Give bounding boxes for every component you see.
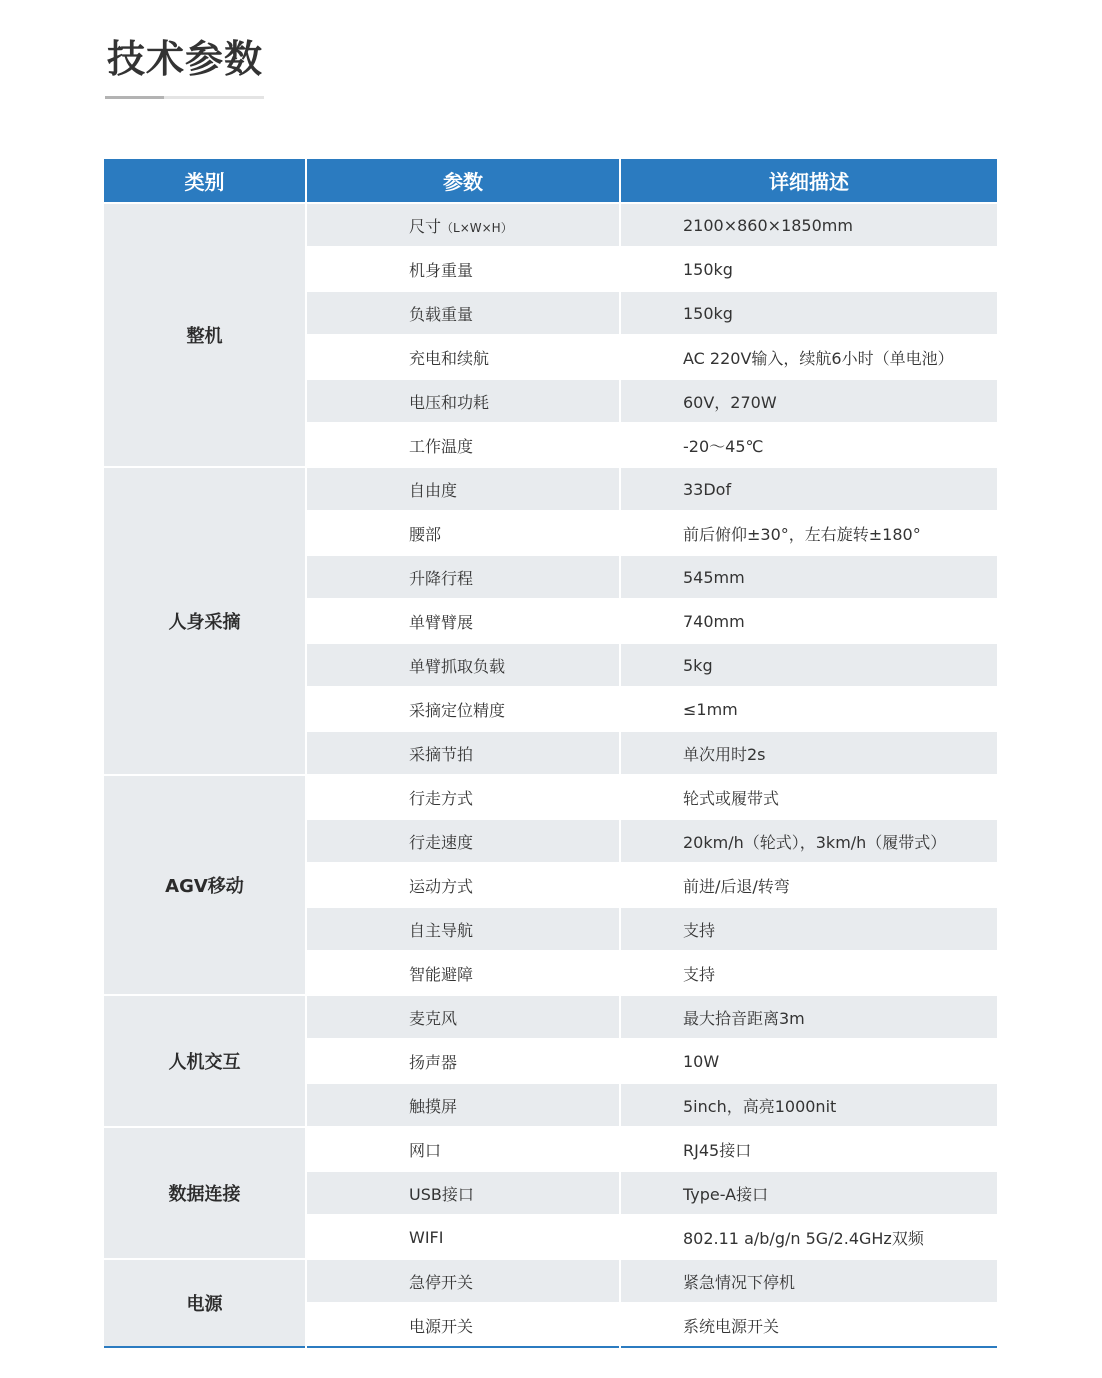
parameter-cell: [306, 951, 620, 995]
description-cell: 5kg: [620, 643, 997, 687]
category-cell: 电源: [104, 1259, 306, 1347]
parameter-cell: [306, 1039, 620, 1083]
parameter-cell: [306, 1127, 620, 1171]
parameter-cell: [306, 1171, 620, 1215]
description-cell: 轮式或履带式: [620, 775, 997, 819]
table-row: [104, 995, 997, 1039]
category-cell: 人身采摘: [104, 467, 306, 775]
description-cell: 5inch，高亮1000nit: [620, 1083, 997, 1127]
table-row: [104, 467, 997, 511]
parameter-label: 腰部: [409, 524, 442, 544]
parameter-label: 工作温度: [409, 436, 474, 456]
table-row: [104, 203, 997, 247]
description-cell: AC 220V输入，续航6小时（单电池）: [620, 335, 997, 379]
parameter-note: （L×W×H）: [441, 220, 513, 235]
parameter-label: USB接口: [409, 1184, 474, 1204]
description-cell: 150kg: [620, 247, 997, 291]
parameter-label: 负载重量: [409, 304, 474, 324]
parameter-label: 采摘定位精度: [409, 700, 506, 720]
description-cell: Type-A接口: [620, 1171, 997, 1215]
header-description: 详细描述: [620, 159, 997, 203]
description-cell: 前后俯仰±30°，左右旋转±180°: [620, 511, 997, 555]
parameter-cell: [306, 907, 620, 951]
parameter-label: 自由度: [409, 480, 458, 500]
category-cell: AGV移动: [104, 775, 306, 995]
parameter-cell: [306, 291, 620, 335]
description-cell: RJ45接口: [620, 1127, 997, 1171]
parameter-cell: [306, 467, 620, 511]
description-cell: 支持: [620, 907, 997, 951]
parameter-cell: [306, 995, 620, 1039]
parameter-cell: [306, 203, 620, 247]
parameter-cell: [306, 819, 620, 863]
table-header-row: [104, 159, 997, 203]
parameter-label: 急停开关: [409, 1272, 474, 1292]
description-cell: 545mm: [620, 555, 997, 599]
parameter-cell: [306, 775, 620, 819]
parameter-cell: [306, 643, 620, 687]
parameter-label: 智能避障: [409, 964, 474, 984]
parameter-label: 采摘节拍: [409, 744, 474, 764]
description-cell: 前进/后退/转弯: [620, 863, 997, 907]
description-cell: ≤1mm: [620, 687, 997, 731]
parameter-label: 升降行程: [409, 568, 474, 588]
parameter-label: 运动方式: [409, 876, 474, 896]
header-category: 类别: [104, 159, 306, 203]
parameter-cell: [306, 379, 620, 423]
title-underline: [105, 96, 264, 99]
header-parameter: 参数: [306, 159, 620, 203]
description-cell: 支持: [620, 951, 997, 995]
parameter-label: 触摸屏: [409, 1096, 458, 1116]
parameter-cell: [306, 423, 620, 467]
parameter-cell: [306, 555, 620, 599]
parameter-cell: [306, 731, 620, 775]
parameter-label: 电源开关: [409, 1316, 474, 1336]
description-cell: 802.11 a/b/g/n 5G/2.4GHz双频: [620, 1215, 997, 1259]
parameter-cell: [306, 687, 620, 731]
parameter-label: 麦克风: [409, 1008, 458, 1028]
description-cell: 单次用时2s: [620, 731, 997, 775]
category-cell: 数据连接: [104, 1127, 306, 1259]
parameter-cell: [306, 511, 620, 555]
parameter-label: 尺寸: [409, 216, 442, 236]
description-cell: 最大拾音距离3m: [620, 995, 997, 1039]
parameter-label: 自主导航: [409, 920, 474, 940]
description-cell: 33Dof: [620, 467, 997, 511]
parameter-label: WIFI: [409, 1227, 444, 1247]
parameter-cell: [306, 335, 620, 379]
parameter-label: 机身重量: [409, 260, 474, 280]
category-cell: 人机交互: [104, 995, 306, 1127]
category-cell: 整机: [104, 203, 306, 467]
description-cell: 60V，270W: [620, 379, 997, 423]
page-title: 技术参数: [107, 37, 264, 81]
description-cell: 2100×860×1850mm: [620, 203, 997, 247]
parameter-label: 行走方式: [409, 788, 474, 808]
spec-table-body: [104, 203, 997, 1347]
description-cell: 10W: [620, 1039, 997, 1083]
parameter-label: 扬声器: [409, 1052, 458, 1072]
parameter-label: 网口: [409, 1140, 442, 1160]
description-cell: 系统电源开关: [620, 1303, 997, 1347]
spec-table: [104, 159, 997, 1348]
parameter-cell: [306, 1259, 620, 1303]
parameter-cell: [306, 863, 620, 907]
parameter-label: 电压和功耗: [409, 392, 490, 412]
description-cell: -20～45℃: [620, 423, 997, 467]
table-row: [104, 1259, 997, 1303]
parameter-label: 行走速度: [409, 832, 474, 852]
description-cell: 紧急情况下停机: [620, 1259, 997, 1303]
description-cell: 20km/h（轮式），3km/h（履带式）: [620, 819, 997, 863]
parameter-label: 单臂抓取负载: [409, 656, 506, 676]
parameter-label: 充电和续航: [409, 348, 490, 368]
description-cell: 150kg: [620, 291, 997, 335]
table-row: [104, 1127, 997, 1171]
parameter-cell: [306, 247, 620, 291]
parameter-cell: [306, 1303, 620, 1347]
title-underline-accent: [105, 96, 164, 99]
parameter-cell: [306, 1215, 620, 1259]
parameter-label: 单臂臂展: [409, 612, 474, 632]
parameter-cell: [306, 599, 620, 643]
table-row: [104, 775, 997, 819]
description-cell: 740mm: [620, 599, 997, 643]
parameter-cell: [306, 1083, 620, 1127]
